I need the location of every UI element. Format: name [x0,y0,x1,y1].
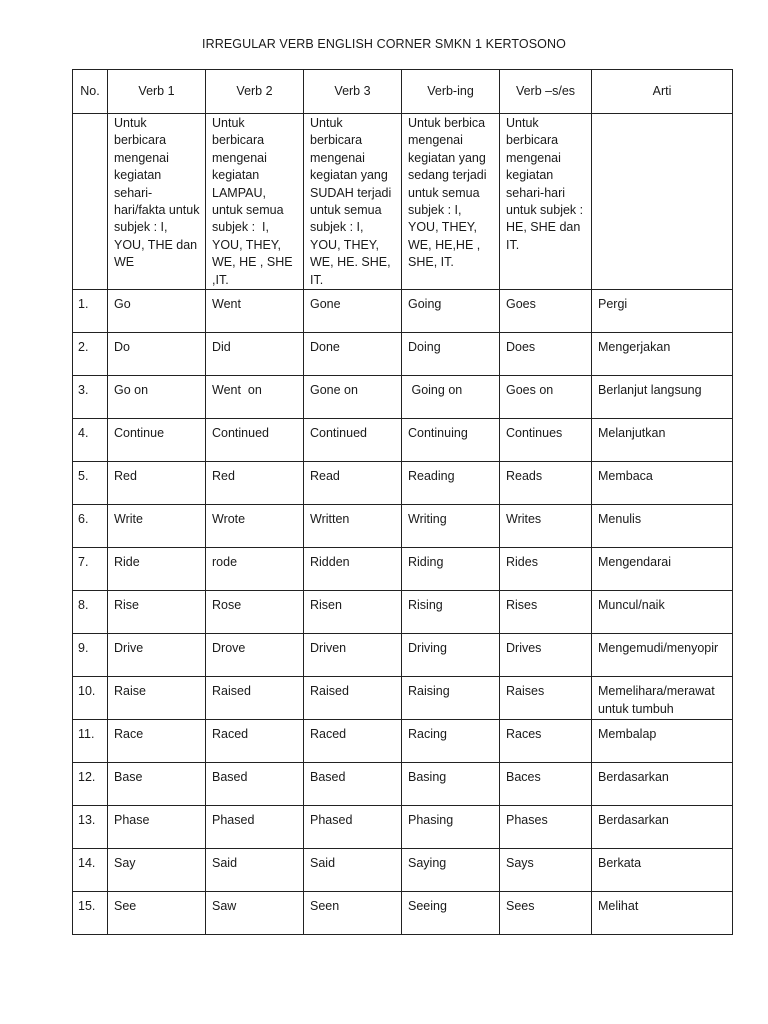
verb-3-text: Gone [310,297,341,312]
verb-s-es-text: Sees [506,899,535,914]
arti-text: Menulis [598,512,642,527]
verb-2-text: Did [212,340,231,355]
verb-rows [73,290,733,935]
verb-ing-text: Racing [408,727,447,742]
cell-verb-1 [108,505,206,548]
cell-verb-1 [108,892,206,935]
cell-arti [592,720,733,763]
verb-2-text: Said [212,856,238,871]
verb-s-es-text: Continues [506,426,563,441]
cell-row-number [73,548,108,591]
verb-ing-text: Reading [408,469,455,484]
cell-verb-3 [304,419,402,462]
cell-arti [592,548,733,591]
verb-1-text: Say [114,856,136,871]
verb-1-text: Ride [114,555,140,570]
verb-s-es-text: Rides [506,555,538,570]
header-verb-3: Verb 3 [304,70,402,114]
cell-verb-3 [304,892,402,935]
verb-s-es-text: Phases [506,813,548,828]
cell-arti [592,892,733,935]
verb-1-text: Write [114,512,143,527]
verb-s-es-text: Raises [506,684,545,699]
table-row [73,720,733,763]
verb-3-text: Driven [310,641,347,656]
cell-verb-s-es [500,849,592,892]
cell-verb-ing [402,849,500,892]
cell-row-number [73,806,108,849]
cell-verb-s-es [500,591,592,634]
verb-ing-text: Riding [408,555,444,570]
cell-verb-2 [206,849,304,892]
cell-verb-2 [206,290,304,333]
verb-2-text: Based [212,770,248,785]
verb-1-text: Go on [114,383,149,398]
description-no [73,114,108,290]
verb-1-text: Phase [114,813,150,828]
cell-verb-2 [206,419,304,462]
verb-s-es-text: Rises [506,598,538,613]
verb-1-text: Base [114,770,143,785]
row-number-text: 4. [78,426,89,441]
cell-verb-2 [206,634,304,677]
cell-verb-3 [304,677,402,720]
row-number-text: 2. [78,340,89,355]
arti-text: Mengendarai [598,555,671,570]
verb-1-text: Continue [114,426,165,441]
arti-text: Memelihara/merawat untuk tumbuh [598,684,719,716]
table-row [73,419,733,462]
row-number-text: 13. [78,813,96,828]
verb-3-text: Gone on [310,383,358,398]
table-row [73,591,733,634]
row-number-text: 12. [78,770,96,785]
cell-verb-2 [206,763,304,806]
table-row [73,548,733,591]
cell-verb-2 [206,677,304,720]
cell-verb-2 [206,591,304,634]
cell-row-number [73,634,108,677]
cell-verb-2 [206,462,304,505]
header-verb-s-es: Verb –s/es [500,70,592,114]
verb-2-text: rode [212,555,238,570]
irregular-verb-table [72,69,733,935]
verb-2-text: Raced [212,727,249,742]
cell-verb-3 [304,548,402,591]
cell-row-number [73,505,108,548]
cell-verb-s-es [500,634,592,677]
arti-text: Mengerjakan [598,340,671,355]
cell-verb-1 [108,462,206,505]
cell-verb-s-es [500,763,592,806]
cell-verb-ing [402,720,500,763]
verb-2-text: Drove [212,641,246,656]
cell-verb-ing [402,591,500,634]
verb-s-es-text: Reads [506,469,543,484]
verb-ing-text: Seeing [408,899,447,914]
verb-1-text: Drive [114,641,144,656]
cell-verb-1 [108,591,206,634]
verb-3-text: Read [310,469,340,484]
cell-verb-ing [402,677,500,720]
cell-verb-1 [108,290,206,333]
table-row [73,763,733,806]
verb-1-text: Race [114,727,144,742]
row-number-text: 11. [78,727,95,742]
verb-ing-text: Rising [408,598,443,613]
verb-1-text: Do [114,340,130,355]
cell-arti [592,376,733,419]
row-number-text: 1. [78,297,89,312]
verb-2-text: Went on [212,383,262,398]
verb-1-text: Go [114,297,131,312]
table-row [73,892,733,935]
cell-arti [592,290,733,333]
arti-text: Membaca [598,469,653,484]
cell-verb-2 [206,333,304,376]
arti-text: Muncul/naik [598,598,665,613]
table-row [73,849,733,892]
arti-text: Berdasarkan [598,813,669,828]
cell-arti [592,462,733,505]
cell-verb-s-es [500,548,592,591]
cell-verb-s-es [500,333,592,376]
arti-text: Berkata [598,856,642,871]
cell-verb-2 [206,376,304,419]
verb-s-es-text: Races [506,727,542,742]
cell-row-number [73,591,108,634]
cell-verb-s-es [500,720,592,763]
cell-verb-ing [402,419,500,462]
row-number-text: 7. [78,555,89,570]
verb-s-es-text: Goes on [506,383,554,398]
verb-2-text: Saw [212,899,237,914]
description-verb-1: Untuk berbicara mengenai kegiatan sehari-hari/fakta untuk subjek : I, YOU, THE dan WE [108,114,206,290]
page-title: IRREGULAR VERB ENGLISH CORNER SMKN 1 KERTOSONO [202,37,566,51]
verb-2-text: Red [212,469,235,484]
cell-verb-1 [108,548,206,591]
verb-ing-text: Going [408,297,442,312]
cell-verb-2 [206,720,304,763]
description-verb-2: Untuk berbicara mengenai kegiatan LAMPAU, untuk semua subjek : I, YOU, THEY, WE, HE , SHE ,IT. [206,114,304,290]
cell-verb-3 [304,333,402,376]
cell-row-number [73,892,108,935]
cell-verb-1 [108,720,206,763]
cell-arti [592,419,733,462]
cell-row-number [73,763,108,806]
verb-1-text: Rise [114,598,140,613]
verb-s-es-text: Does [506,340,536,355]
verb-ing-text: Continuing [408,426,468,441]
header-verb-1: Verb 1 [108,70,206,114]
cell-verb-2 [206,806,304,849]
verb-2-text: Wrote [212,512,246,527]
description-row [73,114,733,290]
verb-s-es-text: Writes [506,512,542,527]
cell-row-number [73,333,108,376]
cell-verb-3 [304,591,402,634]
verb-ing-text: Saying [408,856,447,871]
cell-arti [592,505,733,548]
cell-verb-3 [304,763,402,806]
arti-text: Berlanjut langsung [598,383,702,398]
cell-arti [592,763,733,806]
arti-text: Melanjutkan [598,426,666,441]
header-verb-ing: Verb-ing [402,70,500,114]
verb-1-text: Raise [114,684,146,699]
verb-ing-text: Basing [408,770,447,785]
cell-verb-1 [108,677,206,720]
cell-verb-ing [402,462,500,505]
cell-verb-3 [304,462,402,505]
cell-verb-s-es [500,505,592,548]
verb-2-text: Raised [212,684,251,699]
table-row [73,634,733,677]
cell-verb-1 [108,419,206,462]
row-number-text: 9. [78,641,89,656]
verb-3-text: Seen [310,899,340,914]
cell-verb-s-es [500,677,592,720]
verb-3-text: Raised [310,684,349,699]
cell-verb-ing [402,634,500,677]
verb-s-es-text: Says [506,856,534,871]
cell-verb-s-es [500,806,592,849]
cell-row-number [73,290,108,333]
cell-verb-1 [108,806,206,849]
cell-arti [592,849,733,892]
verb-2-text: Went [212,297,241,312]
cell-verb-3 [304,720,402,763]
cell-verb-1 [108,333,206,376]
verb-3-text: Raced [310,727,347,742]
cell-verb-s-es [500,892,592,935]
header-verb-2: Verb 2 [206,70,304,114]
cell-verb-ing [402,333,500,376]
cell-verb-ing [402,548,500,591]
arti-text: Berdasarkan [598,770,669,785]
cell-verb-1 [108,763,206,806]
verb-ing-text: Writing [408,512,447,527]
arti-text: Membalap [598,727,657,742]
verb-3-text: Written [310,512,350,527]
cell-verb-ing [402,290,500,333]
row-number-text: 6. [78,512,89,527]
cell-verb-ing [402,892,500,935]
verb-ing-text: Driving [408,641,447,656]
cell-verb-3 [304,376,402,419]
cell-arti [592,677,733,720]
table-row [73,505,733,548]
verb-2-text: Rose [212,598,242,613]
verb-ing-text: Phasing [408,813,454,828]
verb-3-text: Based [310,770,346,785]
verb-ing-text: Going on [408,383,463,398]
cell-arti [592,806,733,849]
cell-verb-3 [304,290,402,333]
header-row [73,70,733,114]
cell-verb-2 [206,892,304,935]
arti-text: Melihat [598,899,639,914]
verb-ing-text: Doing [408,340,441,355]
cell-verb-s-es [500,419,592,462]
row-number-text: 15. [78,899,96,914]
cell-verb-ing [402,763,500,806]
description-verb-3: Untuk berbicara mengenai kegiatan yang SUDAH terjadi untuk semua subjek : I, YOU, THEY, WE, HE. SHE, IT. [304,114,402,290]
header-arti: Arti [592,70,733,114]
verb-ing-text: Raising [408,684,450,699]
cell-verb-3 [304,849,402,892]
cell-row-number [73,849,108,892]
verb-3-text: Risen [310,598,342,613]
cell-verb-s-es [500,462,592,505]
cell-verb-ing [402,376,500,419]
cell-verb-1 [108,634,206,677]
verb-2-text: Continued [212,426,269,441]
verb-3-text: Said [310,856,336,871]
cell-arti [592,591,733,634]
cell-verb-2 [206,505,304,548]
cell-arti [592,634,733,677]
row-number-text: 8. [78,598,89,613]
description-verb-ing: Untuk berbica mengenai kegiatan yang sedang terjadi untuk semua subjek : I, YOU, THEY, WE, HE,HE , SHE, IT. [402,114,500,290]
cell-verb-3 [304,806,402,849]
verb-s-es-text: Drives [506,641,542,656]
cell-verb-1 [108,376,206,419]
table-row [73,290,733,333]
description-arti [592,114,733,290]
row-number-text: 14. [78,856,96,871]
cell-row-number [73,720,108,763]
table-row [73,333,733,376]
table-row [73,462,733,505]
cell-verb-s-es [500,290,592,333]
cell-verb-3 [304,505,402,548]
cell-row-number [73,376,108,419]
cell-verb-2 [206,548,304,591]
table-row [73,806,733,849]
verb-3-text: Continued [310,426,367,441]
verb-3-text: Phased [310,813,353,828]
arti-text: Mengemudi/menyopir [598,641,719,656]
cell-verb-3 [304,634,402,677]
verb-s-es-text: Goes [506,297,536,312]
verb-1-text: See [114,899,137,914]
row-number-text: 10. [78,684,96,699]
description-verb-s-es: Untuk berbicara mengenai kegiatan sehari-hari untuk subjek : HE, SHE dan IT. [500,114,592,290]
verb-3-text: Ridden [310,555,350,570]
verb-3-text: Done [310,340,340,355]
arti-text: Pergi [598,297,628,312]
verb-2-text: Phased [212,813,255,828]
header-no: No. [73,70,108,114]
verb-s-es-text: Baces [506,770,541,785]
verb-1-text: Red [114,469,137,484]
row-number-text: 5. [78,469,89,484]
table-row [73,376,733,419]
cell-verb-ing [402,806,500,849]
cell-row-number [73,462,108,505]
cell-verb-1 [108,849,206,892]
cell-verb-s-es [500,376,592,419]
cell-row-number [73,419,108,462]
cell-arti [592,333,733,376]
cell-row-number [73,677,108,720]
row-number-text: 3. [78,383,89,398]
cell-verb-ing [402,505,500,548]
table-row [73,677,733,720]
